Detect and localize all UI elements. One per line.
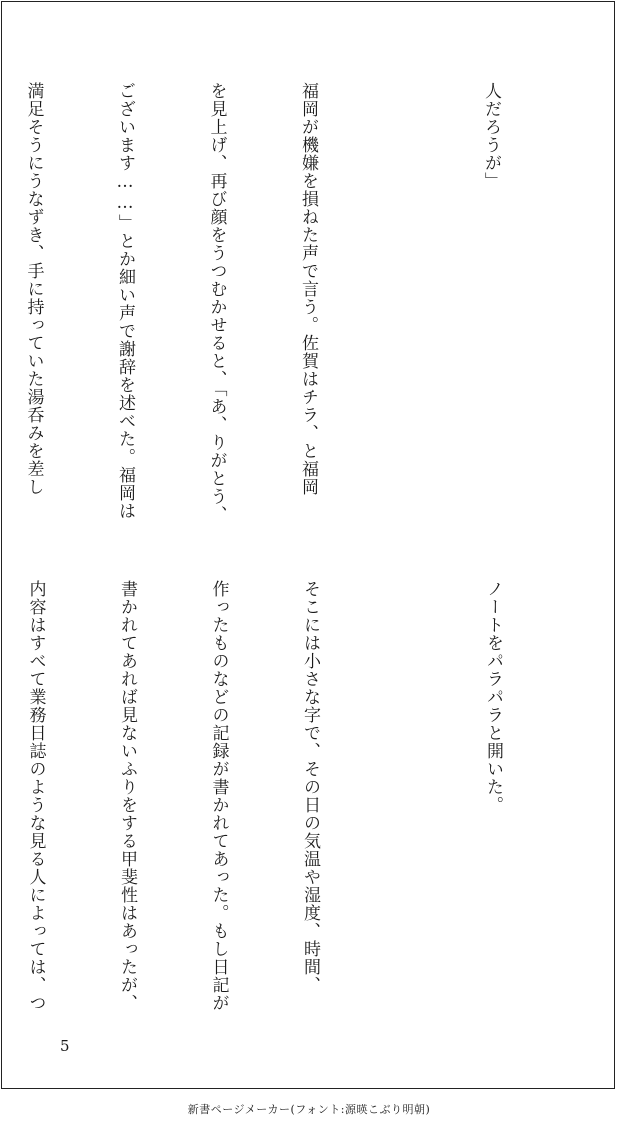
text-line: そこには小さな字で、その日の気温や湿度、時間、	[300, 580, 320, 994]
text-line: 作ったものなどの記録が書かれてあった。もし日記が	[208, 580, 229, 1012]
text-line: ございます……」とか細い声で謝辞を述べた。福岡は	[115, 82, 135, 520]
footer-credit: 新書ページメーカー(フォント:源暎こぶり明朝)	[187, 1103, 431, 1116]
text-line: 書かれてあれば見ないふりをする甲斐性はあったが、	[117, 580, 137, 1012]
text-line: を見上げ、再び顔をうつむかせると、「あ、りがとう、	[206, 82, 227, 524]
page-number: 5	[60, 1037, 70, 1055]
text-line: 福岡が機嫌を損ねた声で言う。佐賀はチラ、と福岡	[298, 82, 318, 496]
blank-line	[384, 82, 415, 542]
page-frame	[1, 1, 615, 1089]
text-line: 内容はすべて業務日誌のような見る人によっては、つ	[25, 580, 46, 1012]
blank-line	[386, 580, 417, 1010]
text-block-upper	[0, 82, 567, 542]
text-block-lower	[0, 580, 569, 1010]
text-line: 人だろうが」	[481, 82, 501, 190]
text-line: 満足そうにうなずき、手に持っていた湯呑みを差し	[23, 82, 44, 496]
text-line: ノートをパラパラと開いた。	[483, 580, 503, 814]
